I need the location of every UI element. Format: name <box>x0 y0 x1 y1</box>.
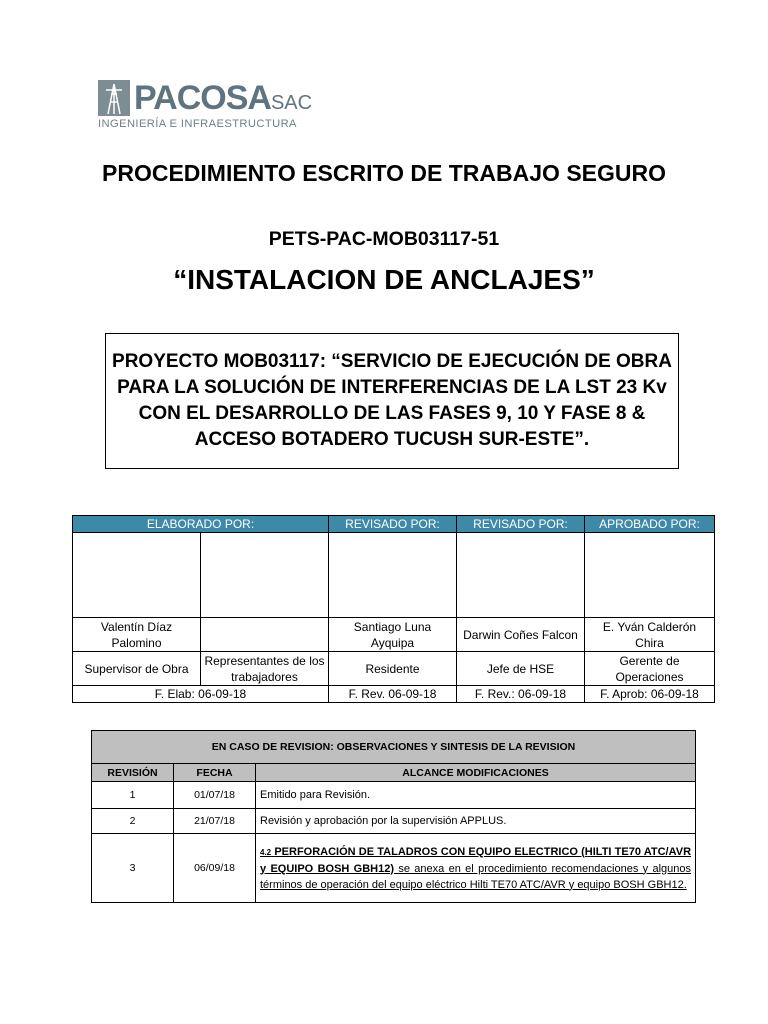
signature-cell <box>585 533 715 618</box>
section-title: PERFORACIÓN DE TALADROS CON EQUIPO ELECTRICO (HILTI TE70 ATC/AVR y EQUIPO BOSH GBH12) <box>260 845 692 875</box>
name-cell: Santiago Luna Ayquipa <box>329 618 457 652</box>
approvals-header-row <box>73 516 715 533</box>
document-code: PETS-PAC-MOB03117-51 <box>268 228 500 250</box>
document-title: “INSTALACION DE ANCLAJES” <box>173 264 595 295</box>
approvals-table <box>72 515 715 703</box>
document-heading: PROCEDIMIENTO ESCRITO DE TRABAJO SEGURO <box>102 160 666 186</box>
role-cell: Residente <box>329 652 457 686</box>
signature-cell <box>457 533 585 618</box>
signature-cell <box>329 533 457 618</box>
dates-row <box>73 686 715 703</box>
name-cell: Darwin Coñes Falcon <box>457 618 585 652</box>
date-cell: F. Rev.: 06-09-18 <box>457 686 585 703</box>
role-cell: Representantes de los trabajadores <box>201 652 329 686</box>
company-logo <box>98 79 313 132</box>
project-description: PROYECTO MOB03117: “SERVICIO DE EJECUCIÓN DE OBRA PARA LA SOLUCIÓN DE INTERFERENCIAS DE LA LST 23 Kv CON EL DESARROLLO DE LAS FASES 9, 10 Y FASE 8 & ACCESO BOTADERO TUCUSH SUR-ESTE”. <box>112 351 672 450</box>
revision-date: 21/07/18 <box>174 809 256 834</box>
revision-description: Revisión y aprobación por la supervisión APPLUS. <box>256 809 696 834</box>
header-revisado-2: REVISADO POR: <box>457 516 585 533</box>
names-row <box>73 618 715 652</box>
name-cell: Valentín Díaz Palomino <box>73 618 201 652</box>
logo-name: PACOSASAC <box>134 79 313 117</box>
revision-number: 1 <box>92 782 174 809</box>
column-fecha: FECHA <box>174 764 256 782</box>
project-box <box>105 333 679 469</box>
name-cell <box>201 618 329 652</box>
role-cell: Jefe de HSE <box>457 652 585 686</box>
table-row <box>92 782 696 809</box>
date-cell: F. Rev. 06-09-18 <box>329 686 457 703</box>
revisions-table <box>91 730 696 903</box>
date-cell: F. Aprob: 06-09-18 <box>585 686 715 703</box>
table-row <box>92 809 696 834</box>
signature-cell <box>201 533 329 618</box>
column-revision: REVISIÓN <box>92 764 174 782</box>
revisions-title: EN CASO DE REVISION: OBSERVACIONES Y SINTESIS DE LA REVISION <box>92 731 696 764</box>
revision-date: 01/07/18 <box>174 782 256 809</box>
revisions-title-row <box>92 731 696 764</box>
revision-description: Emitido para Revisión. <box>256 782 696 809</box>
revision-number: 3 <box>92 834 174 903</box>
column-alcance: ALCANCE MODIFICACIONES <box>256 764 696 782</box>
logo-suffix: SAC <box>270 92 313 114</box>
revision-date: 06/09/18 <box>174 834 256 903</box>
revisions-columns-row <box>92 764 696 782</box>
role-cell: Supervisor de Obra <box>73 652 201 686</box>
signature-row <box>73 533 715 618</box>
header-elaborado: ELABORADO POR: <box>73 516 329 533</box>
header-revisado-1: REVISADO POR: <box>329 516 457 533</box>
date-cell: F. Elab: 06-09-18 <box>73 686 329 703</box>
tower-icon <box>98 80 130 116</box>
revision-number: 2 <box>92 809 174 834</box>
section-text: se anexa en el procedimiento recomendaciones y algunos términos de operación del equipo eléctrico Hilti TE70 ATC/AVR y equipo BOSH GBH12. <box>260 862 692 891</box>
signature-cell <box>73 533 201 618</box>
header-aprobado: APROBADO POR: <box>585 516 715 533</box>
name-cell: E. Yván Calderón Chira <box>585 618 715 652</box>
table-row <box>92 834 696 903</box>
section-number: 4.2 <box>260 847 272 857</box>
role-cell: Gerente de Operaciones <box>585 652 715 686</box>
logo-tagline: INGENIERÍA E INFRAESTRUCTURA <box>98 118 297 130</box>
roles-row <box>73 652 715 686</box>
revision-description <box>256 834 696 903</box>
